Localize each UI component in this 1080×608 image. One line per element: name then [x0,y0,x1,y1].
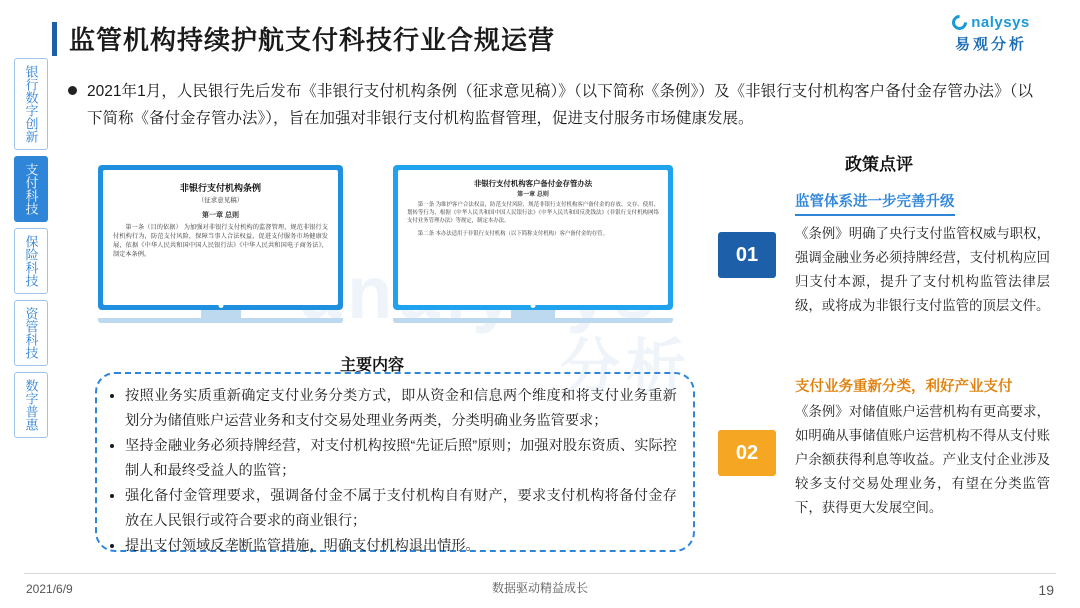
main-content-item: • 强化备付金管理要求，强调备付金不属于支付机构自有财产，要求支付机构将备付金存放在人民银行或符合要求的商业银行； [125,484,677,534]
main-content-item: • 坚持金融业务必须持牌经营，对支付机构按照“先证后照”原则；加强对股东资质、实际控制人和最终受益人的监管； [125,434,677,484]
brand-logo [926,14,1056,54]
footer-page-number: 19 [1038,582,1054,598]
monitor-custody-doc [393,165,673,323]
sidebar-item-inclusive[interactable]: 数字普惠 [14,372,48,438]
main-content-item: • 提出支付领域反垄断监管措施，明确支付机构退出情形。 [125,534,677,559]
doc1-chapter: 第一章 总则 [202,212,239,219]
monitor-indicator-icon [218,303,223,308]
logo-circle-icon [949,12,970,33]
main-content-label: 主要内容 [340,357,405,374]
monitor-indicator-icon-2 [531,303,536,308]
intro-bullet-text: 2021年1月，人民银行先后发布《非银行支付机构条例（征求意见稿）》（以下简称《条例》）及《非银行支付机构客户备付金存管办法》（以下简称《备付金存管办法》），旨在加强对非银行支付机构监督管理，促进支付服务市场健康发展。 [87,83,1033,127]
title-accent-bar [52,22,57,56]
intro-bullet [68,78,1033,132]
main-content-box [95,372,695,552]
main-content-item: • 按照业务实质重新确定支付业务分类方式，即从资金和信息两个维度和将支付业务重新划分为储值账户运营业务和支付交易处理业务两类，分类明确业务监管要求； [125,384,677,434]
watermark-text-cn: 分析 [560,334,692,401]
policy-heading-2: 支付业务重新分类，利好产业支付 [795,379,1013,395]
doc2-title: 非银行支付机构客户备付金存管办法 [473,179,593,188]
monitor-base-1 [98,318,343,323]
logo-chinese-name: 易观分析 [954,36,1027,53]
footer-date: 2021/6/9 [26,582,73,596]
doc1-subtitle: （征求意见稿） [197,197,244,204]
doc2-chapter: 第一章 总则 [517,192,549,198]
status-badge-02: 02 [718,430,776,476]
sidebar-item-payment[interactable]: 支付科技 [14,156,48,222]
monitor-neck-2 [511,310,555,318]
logo-wordmark: nalysys [971,14,1030,31]
doc2-paragraph-1: 第一条 为维护客户合法权益，防范支付风险，规范非银行支付机构客户备付金的存放、交存、使用、划转等行为，根据《中华人民共和国中国人民银行法》《中华人民共和国反洗钱法》《非银行支付机构网络支付业务管理办法》等规定，制定本办法。 [407,202,659,224]
policy-body-2: 《条例》对储值账户运营机构有更高要求，如明确从事储值账户运营机构不得从支付账户余额获得利息等收益。产业支付企业涉及较多支付交易处理业务，有望在分类监管下，获得更大发展空间。 [795,404,1050,515]
policy-body-1: 《条例》明确了央行支付监管权威与职权，强调金融业务必须持牌经营，支付机构应回归支付本源，提升了支付机构监管法律层级，或将成为非银行支付监管的顶层文件。 [795,226,1050,313]
doc1-title: 非银行支付机构条例 [179,183,261,193]
monitor-regulation-doc [98,165,343,323]
policy-heading-1: 监管体系进一步完善升级 [795,190,1065,216]
sidebar-item-asset[interactable]: 资管科技 [14,300,48,366]
sidebar [14,58,48,438]
doc1-paragraph: 第一条（目的依据） 为加强对非银行支付机构的监督管理，规范非银行支付机构行为，防范支付风险，保障当事人合法权益，促进支付服务市场健康发展，依据《中华人民共和国中国人民银行法》《中华人民共和国电子商务法》，制定本条例。 [113,224,328,258]
monitor-screen-2 [393,165,673,310]
sidebar-item-insurance[interactable]: 保险科技 [14,228,48,294]
monitor-base-2 [393,318,673,323]
document-images [98,165,678,355]
footer-slogan: 数据驱动精益成长 [491,581,588,595]
doc2-paragraph-2: 第二条 本办法适用于非银行支付机构（以下简称支付机构）客户备付金的存管。 [417,231,608,237]
sidebar-item-bank[interactable]: 银行数字创新 [14,58,48,150]
page-title [52,20,555,57]
monitor-neck-1 [201,310,241,318]
monitor-screen-1 [98,165,343,310]
status-badge-01: 01 [718,232,776,278]
bullet-dot-icon [68,86,77,95]
title-text: 监管机构持续护航支付科技行业合规运营 [69,25,556,55]
policy-review-title: 政策点评 [845,155,913,174]
footer-divider [24,573,1056,574]
